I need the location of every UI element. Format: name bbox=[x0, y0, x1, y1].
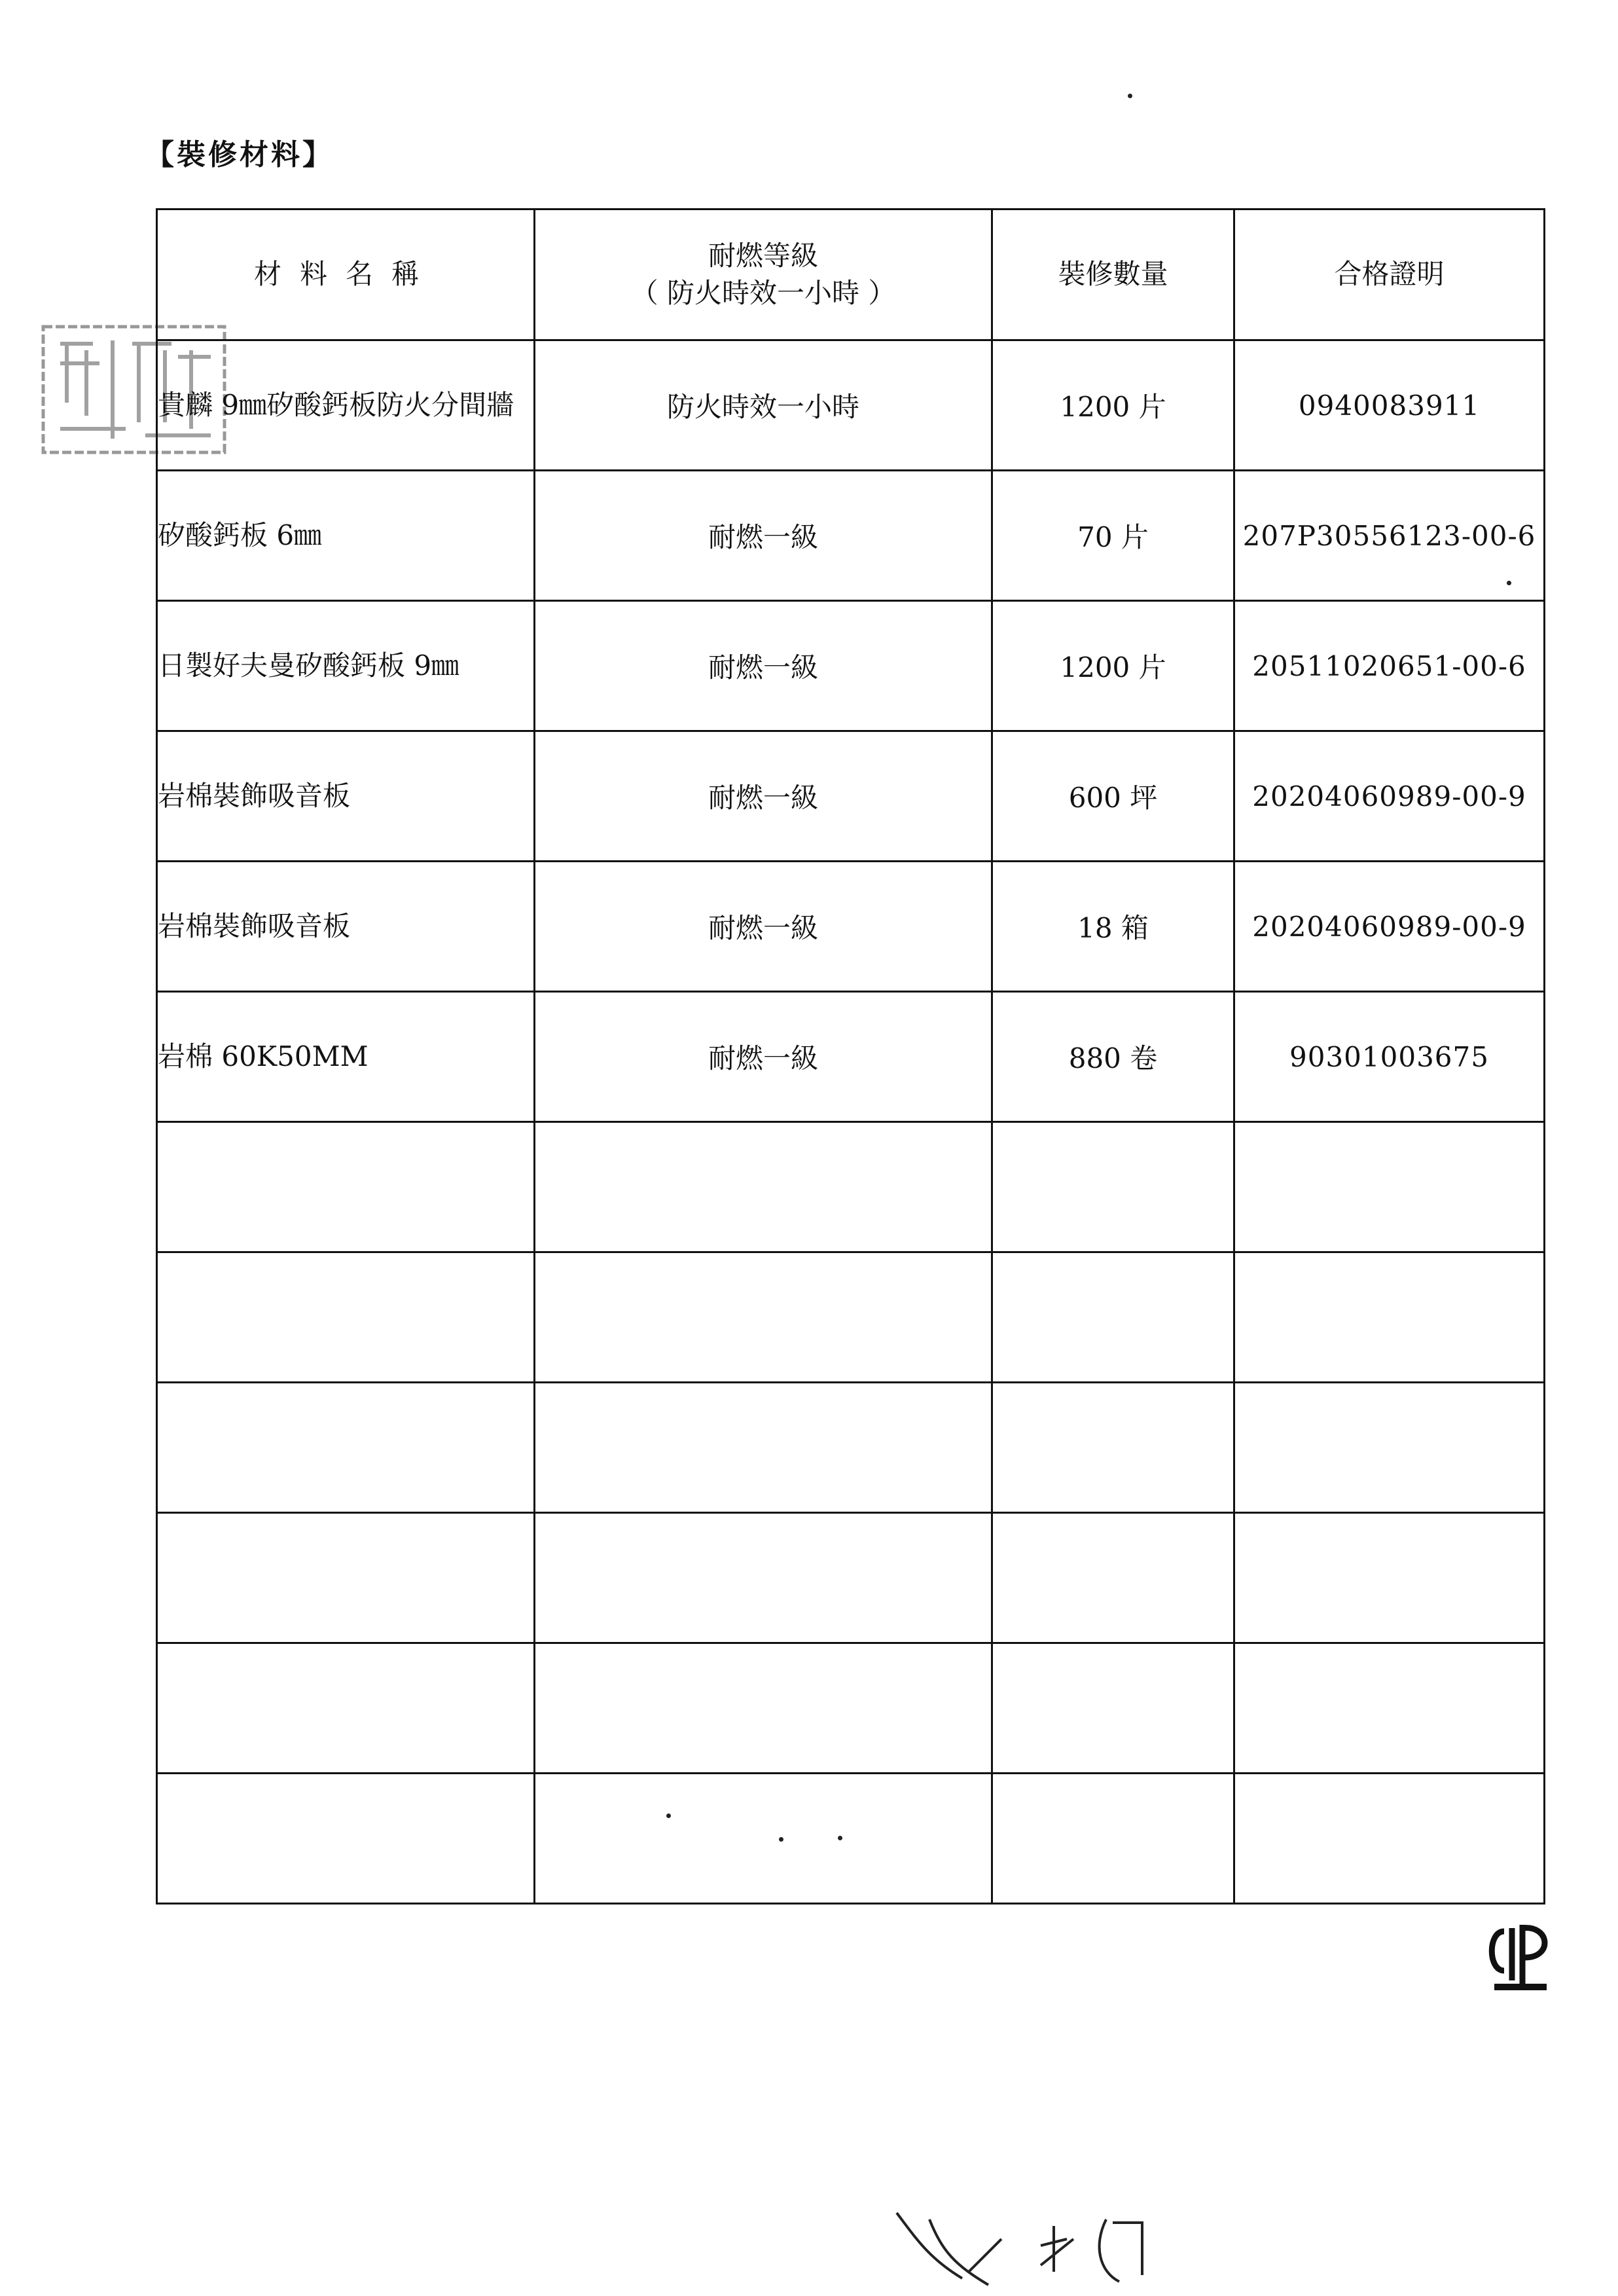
cell-certificate: 0940083911 bbox=[1234, 340, 1545, 471]
cell-certificate: 20204060989-00-9 bbox=[1234, 862, 1545, 992]
header-name-label: 材料名稱 bbox=[253, 258, 437, 291]
cell-certificate bbox=[1234, 1252, 1545, 1383]
cell-certificate: 207P30556123-00-6 bbox=[1234, 471, 1545, 601]
cell-certificate bbox=[1234, 1122, 1545, 1252]
table-row bbox=[157, 1643, 1545, 1774]
table-row bbox=[157, 992, 1545, 1122]
cell-quantity bbox=[992, 1774, 1234, 1904]
cell-name bbox=[157, 1513, 535, 1643]
cell-grade bbox=[535, 1513, 992, 1643]
cell-quantity bbox=[992, 1383, 1234, 1513]
cell-certificate: 20204060989-00-9 bbox=[1234, 731, 1545, 862]
cell-grade bbox=[535, 1122, 992, 1252]
cell-certificate bbox=[1234, 1383, 1545, 1513]
cell-certificate: 90301003675 bbox=[1234, 992, 1545, 1122]
cell-name: 日製好夫曼矽酸鈣板 9㎜ bbox=[157, 601, 535, 731]
cell-name bbox=[157, 1122, 535, 1252]
table-row bbox=[157, 1774, 1545, 1904]
table-row bbox=[157, 1252, 1545, 1383]
cell-quantity: 600 坪 bbox=[992, 731, 1234, 862]
cell-grade: 耐燃一級 bbox=[535, 862, 992, 992]
cell-name bbox=[157, 1252, 535, 1383]
cell-quantity bbox=[992, 1643, 1234, 1774]
cell-quantity: 1200 片 bbox=[992, 340, 1234, 471]
cell-quantity bbox=[992, 1252, 1234, 1383]
cell-grade bbox=[535, 1252, 992, 1383]
handwritten-signature bbox=[890, 2200, 1165, 2291]
cell-certificate bbox=[1234, 1513, 1545, 1643]
cell-quantity bbox=[992, 1513, 1234, 1643]
cell-name bbox=[157, 1774, 535, 1904]
cell-grade bbox=[535, 1774, 992, 1904]
cell-quantity: 880 卷 bbox=[992, 992, 1234, 1122]
section-title: 【裝修材料】 bbox=[145, 138, 334, 172]
table-row bbox=[157, 471, 1545, 601]
cell-name: 岩棉裝飾吸音板 bbox=[157, 731, 535, 862]
speck bbox=[1507, 581, 1511, 585]
cell-grade bbox=[535, 1383, 992, 1513]
materials-table bbox=[156, 208, 1545, 1904]
header-grade-line1: 耐燃等級 bbox=[708, 239, 818, 272]
cell-name: 矽酸鈣板 6㎜ bbox=[157, 471, 535, 601]
cell-certificate bbox=[1234, 1774, 1545, 1904]
speck bbox=[779, 1837, 783, 1842]
cell-quantity bbox=[992, 1122, 1234, 1252]
cell-grade: 耐燃一級 bbox=[535, 731, 992, 862]
cell-name: 岩棉 60K50MM bbox=[157, 992, 535, 1122]
cell-certificate: 20511020651-00-6 bbox=[1234, 601, 1545, 731]
table-row bbox=[157, 1122, 1545, 1252]
speck bbox=[838, 1836, 842, 1840]
cell-name: 岩棉裝飾吸音板 bbox=[157, 862, 535, 992]
cell-grade: 耐燃一級 bbox=[535, 601, 992, 731]
cell-grade: 耐燃一級 bbox=[535, 471, 992, 601]
cell-quantity: 18 箱 bbox=[992, 862, 1234, 992]
table-row bbox=[157, 862, 1545, 992]
table-row bbox=[157, 1383, 1545, 1513]
cell-grade: 耐燃一級 bbox=[535, 992, 992, 1122]
header-grade bbox=[535, 210, 992, 340]
speck bbox=[666, 1813, 671, 1818]
header-name bbox=[157, 210, 535, 340]
cell-name bbox=[157, 1643, 535, 1774]
cell-name: 貴麟 9㎜矽酸鈣板防火分間牆 bbox=[157, 340, 535, 471]
cell-grade: 防火時效一小時 bbox=[535, 340, 992, 471]
header-grade-line2: （ 防火時效一小時 ） bbox=[630, 276, 896, 309]
header-certificate: 合格證明 bbox=[1234, 210, 1545, 340]
speck bbox=[1128, 94, 1132, 98]
table-row bbox=[157, 601, 1545, 731]
table-row bbox=[157, 1513, 1545, 1643]
company-logo bbox=[1484, 1918, 1558, 1995]
cell-name bbox=[157, 1383, 535, 1513]
cell-quantity: 1200 片 bbox=[992, 601, 1234, 731]
cell-quantity: 70 片 bbox=[992, 471, 1234, 601]
table-header-row bbox=[157, 210, 1545, 340]
header-quantity: 裝修數量 bbox=[992, 210, 1234, 340]
cell-grade bbox=[535, 1643, 992, 1774]
table-row bbox=[157, 340, 1545, 471]
cell-certificate bbox=[1234, 1643, 1545, 1774]
table-row bbox=[157, 731, 1545, 862]
